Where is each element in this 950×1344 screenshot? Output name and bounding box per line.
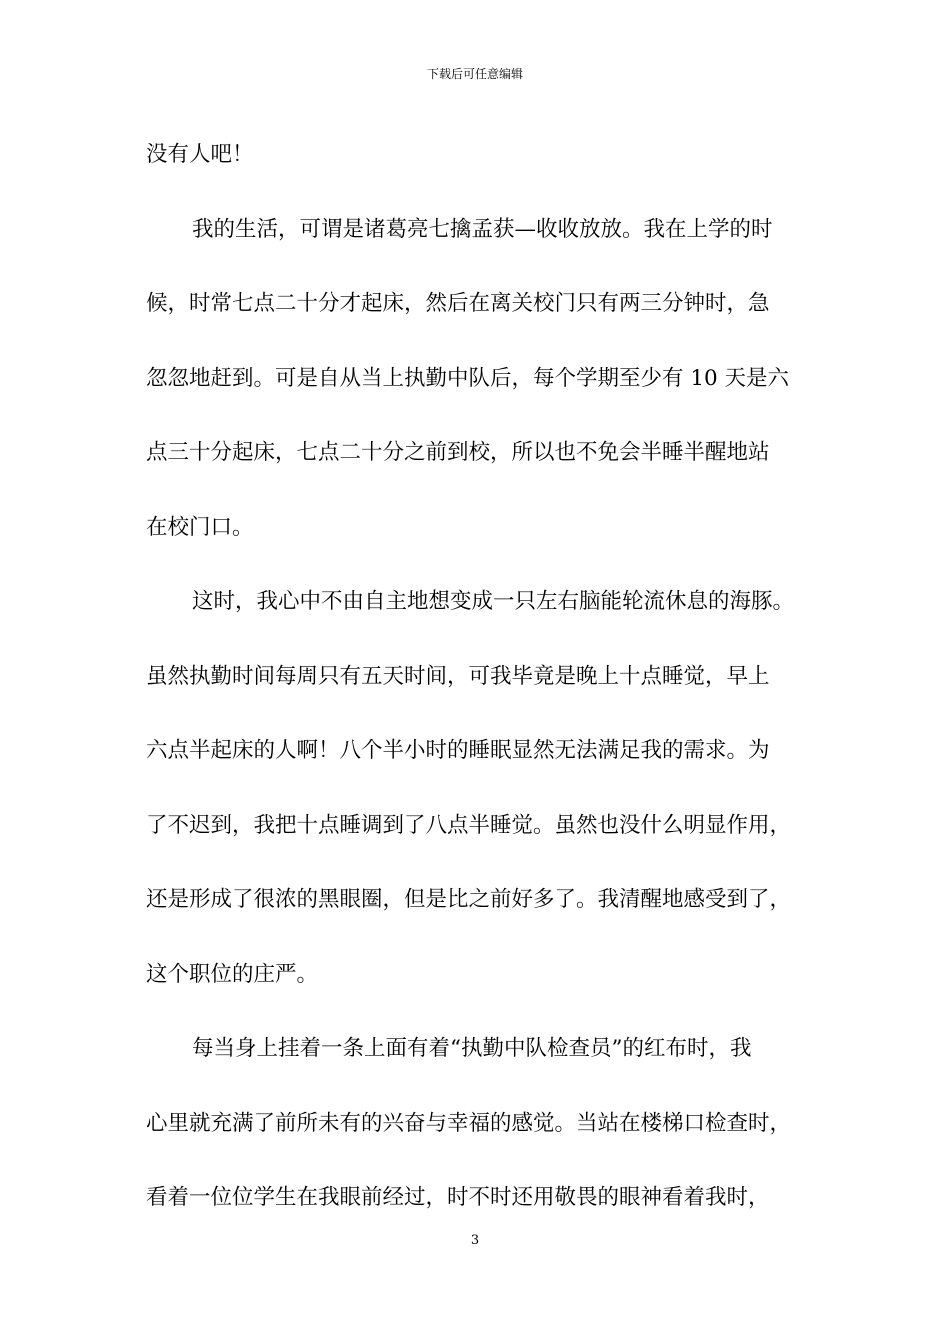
text-line: 了不迟到，我把十点睡调到了八点半睡觉。虽然也没什么明显作用， (146, 812, 792, 838)
text-line: 点三十分起床，七点二十分之前到校，所以也不免会半睡半醒地站 (146, 440, 770, 465)
text-line: 这时，我心中不由自主地想变成一只左右脑能轮流休息的海豚。 (192, 589, 795, 614)
text-line: 在校门口。 (146, 514, 254, 540)
text-line: 这个职位的庄严。 (146, 961, 319, 987)
document-body (146, 132, 826, 1250)
text-line: 候，时常七点二十分才起床，然后在离关校门只有两三分钟时，急 (146, 291, 770, 316)
text-line: 忽忽地赶到。可是自从当上执勤中队后，每个学期至少有 10 天是六 (146, 365, 790, 391)
text-line: 我的生活，可谓是诸葛亮七擒孟获—收收放放。我在上学的时 (192, 216, 773, 242)
text-line: 没有人吧！ (146, 142, 254, 167)
text-line: 看着一位位学生在我眼前经过，时不时还用敬畏的眼神看着我时， (146, 1185, 770, 1210)
text-line: 虽然执勤时间每周只有五天时间，可我毕竟是晚上十点睡觉，早上 (146, 663, 770, 689)
text-line: 心里就充满了前所未有的兴奋与幸福的感觉。当站在楼梯口检查时， (146, 1110, 792, 1136)
text-line: 还是形成了很浓的黑眼圈，但是比之前好多了。我清醒地感受到了， (146, 887, 792, 912)
text-line: 六点半起床的人啊！八个半小时的睡眠显然无法满足我的需求。为 (146, 738, 770, 763)
page-header: 下载后可任意编辑 (426, 67, 523, 81)
page-number: 3 (470, 1233, 480, 1248)
text-line: 每当身上挂着一条上面有着“执勤中队检查员”的红布时，我 (192, 1036, 752, 1061)
